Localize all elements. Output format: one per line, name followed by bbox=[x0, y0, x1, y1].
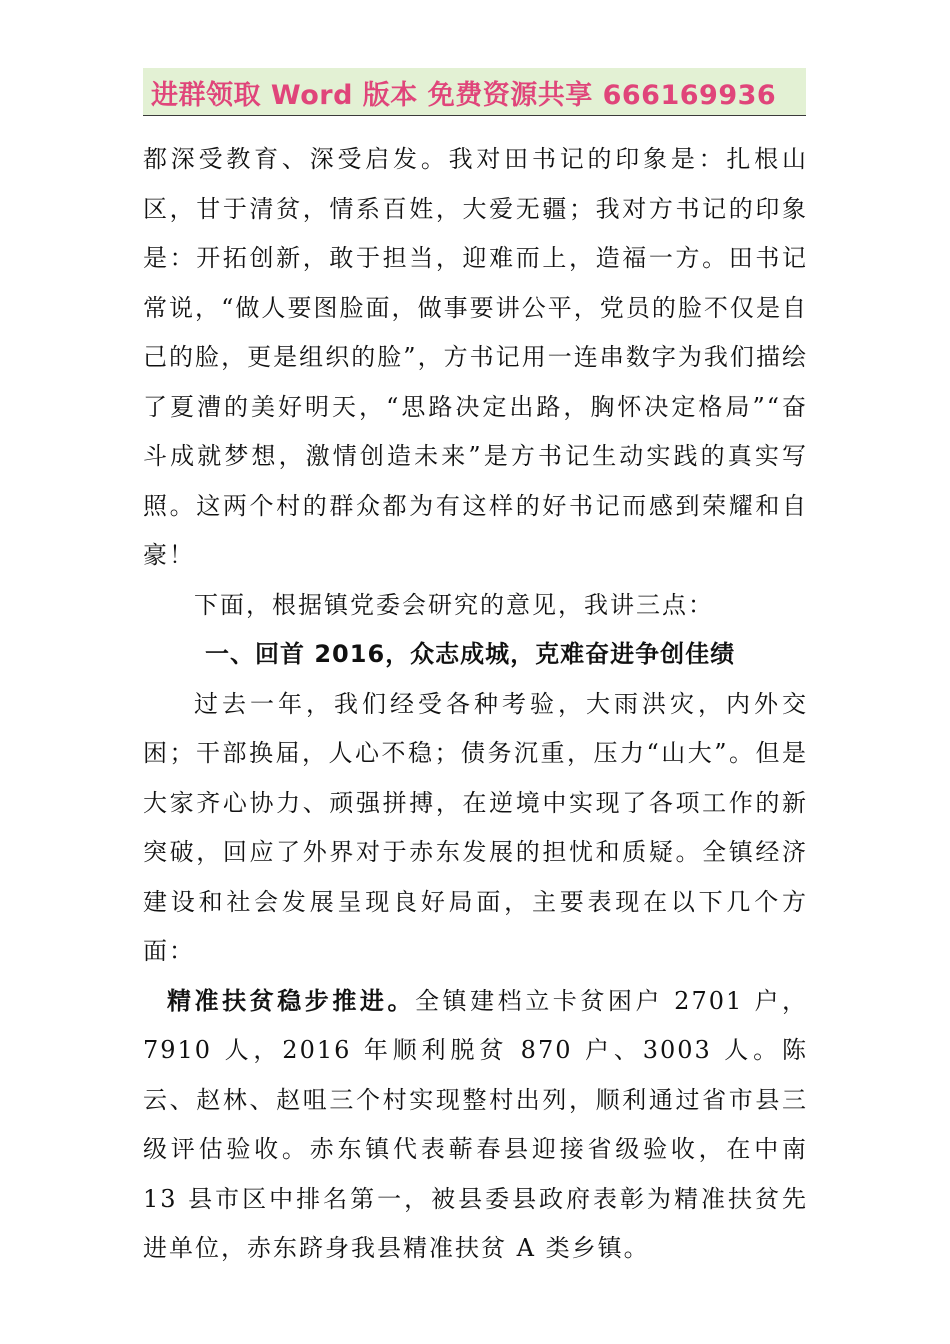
paragraph-4-body: 全镇建档立卡贫困户 2701 户，7910 人，2016 年顺利脱贫 870 户、3003 人。陈云、赵林、赵咀三个村实现整村出列，顺利通过省市县三级评估验收。赤东镇代表蕲春县迎接省级验收，在中南 13 县市区中排名第一，被县委县政府表彰为精准扶贫先进单位，赤东跻身我县精准扶贫 A 类乡镇。 bbox=[143, 986, 808, 1262]
download-banner bbox=[143, 68, 806, 116]
paragraph-4-lead: 精准扶贫稳步推进。 bbox=[167, 986, 415, 1015]
paragraph-3: 过去一年，我们经受各种考验，大雨洪灾，内外交困；干部换届，人心不稳；债务沉重，压力“山大”。但是大家齐心协力、顽强拼搏，在逆境中实现了各项工作的新突破，回应了外界对于赤东发展的担忧和质疑。全镇经济建设和社会发展呈现良好局面，主要表现在以下几个方面： bbox=[143, 689, 808, 965]
section-heading-1: 一、回首 2016，众志成城，克难奋进争创佳绩 bbox=[205, 640, 736, 668]
paragraph-4 bbox=[143, 977, 808, 1274]
banner-text: 进群领取 Word 版本 免费资源共享 666169936 bbox=[151, 80, 777, 111]
paragraph-1: 都深受教育、深受启发。我对田书记的印象是：扎根山区，甘于清贫，情系百姓，大爱无疆；我对方书记的印象是：开拓创新，敢于担当，迎难而上，造福一方。田书记常说，“做人要图脸面，做事要讲公平，党员的脸不仅是自己的脸，更是组织的脸”，方书记用一连串数字为我们描绘了夏漕的美好明天，“思路决定出路，胸怀决定格局”“奋斗成就梦想，激情创造未来”是方书记生动实践的真实写照。这两个村的群众都为有这样的好书记而感到荣耀和自豪！ bbox=[143, 145, 808, 569]
document-body bbox=[143, 135, 808, 1274]
paragraph-2: 下面，根据镇党委会研究的意见，我讲三点： bbox=[194, 590, 714, 619]
